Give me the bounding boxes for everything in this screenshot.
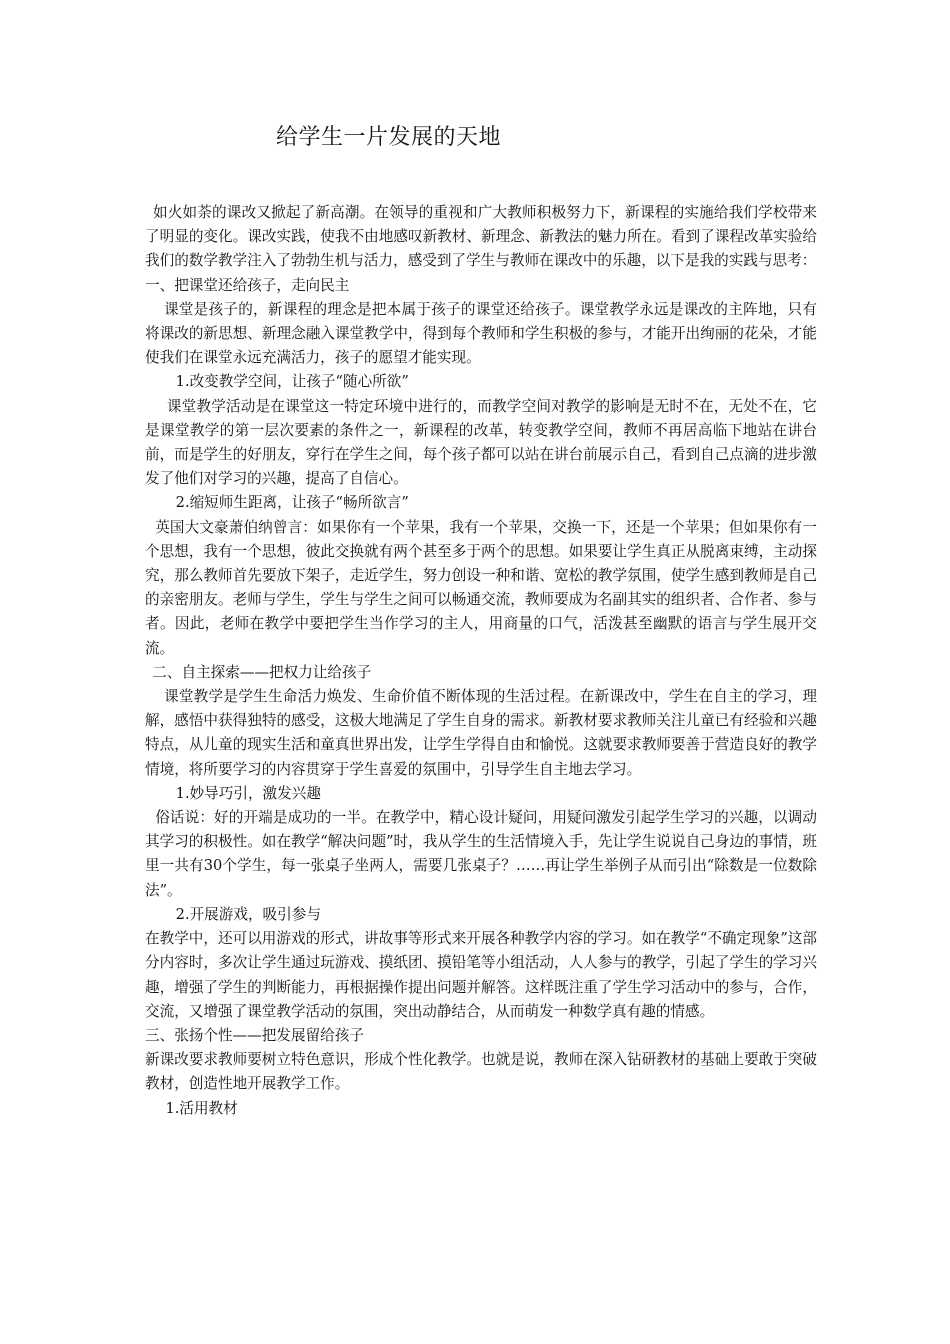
subheading-2-1: 1.妙导巧引，激发兴趣 [175,784,321,802]
section-2-paragraph: 课堂教学是学生生命活力焕发、生命价值不断体现的生活过程。在新课改中，学生在自主的学习，理解，感悟中获得独特的感受，这极大地满足了学生自身的需求。新教材要求教师关注儿童已有经验和兴趣特点，从儿童的现实生活和童真世界出发，让学生学得自由和愉悦。这就要求教师要善于营造良好的教学情境，将所要学习的内容贯穿于学生喜爱的氛围中，引导学生自主地去学习。 [145,688,817,778]
subheading-3-1: 1.活用教材 [165,1099,238,1117]
section-heading-1: 一、把课堂还给孩子，走向民主 [145,276,350,294]
document-body [145,201,817,1121]
page-title: 给学生一片发展的天地 [276,125,502,150]
subsection-2-1-paragraph: 俗话说：好的开端是成功的一半。在教学中，精心设计疑问，用疑问激发引起学生学习的兴趣，以调动其学习的积极性。如在教学“解决问题”时，我从学生的生活情境入手，先让学生说说自己身边的事情，班里一共有30个学生，每一张桌子坐两人，需要几张桌子？……再让学生举例子从而引出“除数是一位数除法”。 [145,809,817,899]
section-1-paragraph: 课堂是孩子的，新课程的理念是把本属于孩子的课堂还给孩子。课堂教学永远是课改的主阵地，只有将课改的新思想、新理念融入课堂教学中，得到每个教师和学生积极的参与，才能开出绚丽的花朵，才能使我们在课堂永远充满活力，孩子的愿望才能实现。 [145,300,817,367]
subheading-1-1: 1.改变教学空间，让孩子“随心所欲” [175,373,409,391]
intro-paragraph: 如火如荼的课改又掀起了新高潮。在领导的重视和广大教师积极努力下，新课程的实施给我们学校带来了明显的变化。课改实践，使我不由地感叹新教材、新理念、新教法的魅力所在。看到了课程改革实验给我们的数学教学注入了勃勃生机与活力，感受到了学生与教师在课改中的乐趣，以下是我的实践与思考： [145,204,817,270]
subsection-1-1-paragraph: 课堂教学活动是在课堂这一特定环境中进行的，而教学空间对教学的影响是无时不在，无处不在，它是课堂教学的第一层次要素的条件之一，新课程的改革，转变教学空间，教师不再居高临下地站在讲台前，而是学生的好朋友，穿行在学生之间，每个孩子都可以站在讲台前展示自己，看到自己点滴的进步激发了他们对学习的兴趣，提高了自信心。 [145,397,817,488]
subheading-2-2: 2.开展游戏，吸引参与 [175,905,321,923]
section-heading-3: 三、张扬个性——把发展留给孩子 [145,1026,364,1044]
section-heading-2: 二、自主探索——把权力让给孩子 [152,663,372,681]
section-3-paragraph: 新课改要求教师要树立特色意识，形成个性化教学。也就是说，教师在深入钻研教材的基础上要敢于突破教材，创造性地开展教学工作。 [145,1051,817,1093]
subsection-2-2-paragraph: 在教学中，还可以用游戏的形式，讲故事等形式来开展各种教学内容的学习。如在教学“不确定现象”这部分内容时，多次让学生通过玩游戏、摸纸团、摸铅笔等小组活动，人人参与的教学，引起了学生的学习兴趣，增强了学生的判断能力，再根据操作提出问题并解答。这样既注重了学生学习活动中的参与，合作，交流，又增强了课堂教学活动的氛围，突出动静结合，从而萌发一种数学真有趣的情感。 [145,930,817,1020]
subsection-1-2-paragraph: 英国大文豪萧伯纳曾言：如果你有一个苹果，我有一个苹果，交换一下，还是一个苹果；但如果你有一个思想，我有一个思想，彼此交换就有两个甚至多于两个的思想。如果要让学生真正从脱离束缚，主动探究，那么教师首先要放下架子，走近学生，努力创设一种和谐、宽松的教学氛围，使学生感到教师是自己的亲密朋友。老师与学生，学生与学生之间可以畅通交流，教师要成为名副其实的组织者、合作者、参与者。因此，老师在教学中要把学生当作学习的主人，用商量的口气，活泼甚至幽默的语言与学生展开交流。 [145,518,817,657]
subheading-1-2: 2.缩短师生距离，让孩子“畅所欲言” [175,494,409,512]
